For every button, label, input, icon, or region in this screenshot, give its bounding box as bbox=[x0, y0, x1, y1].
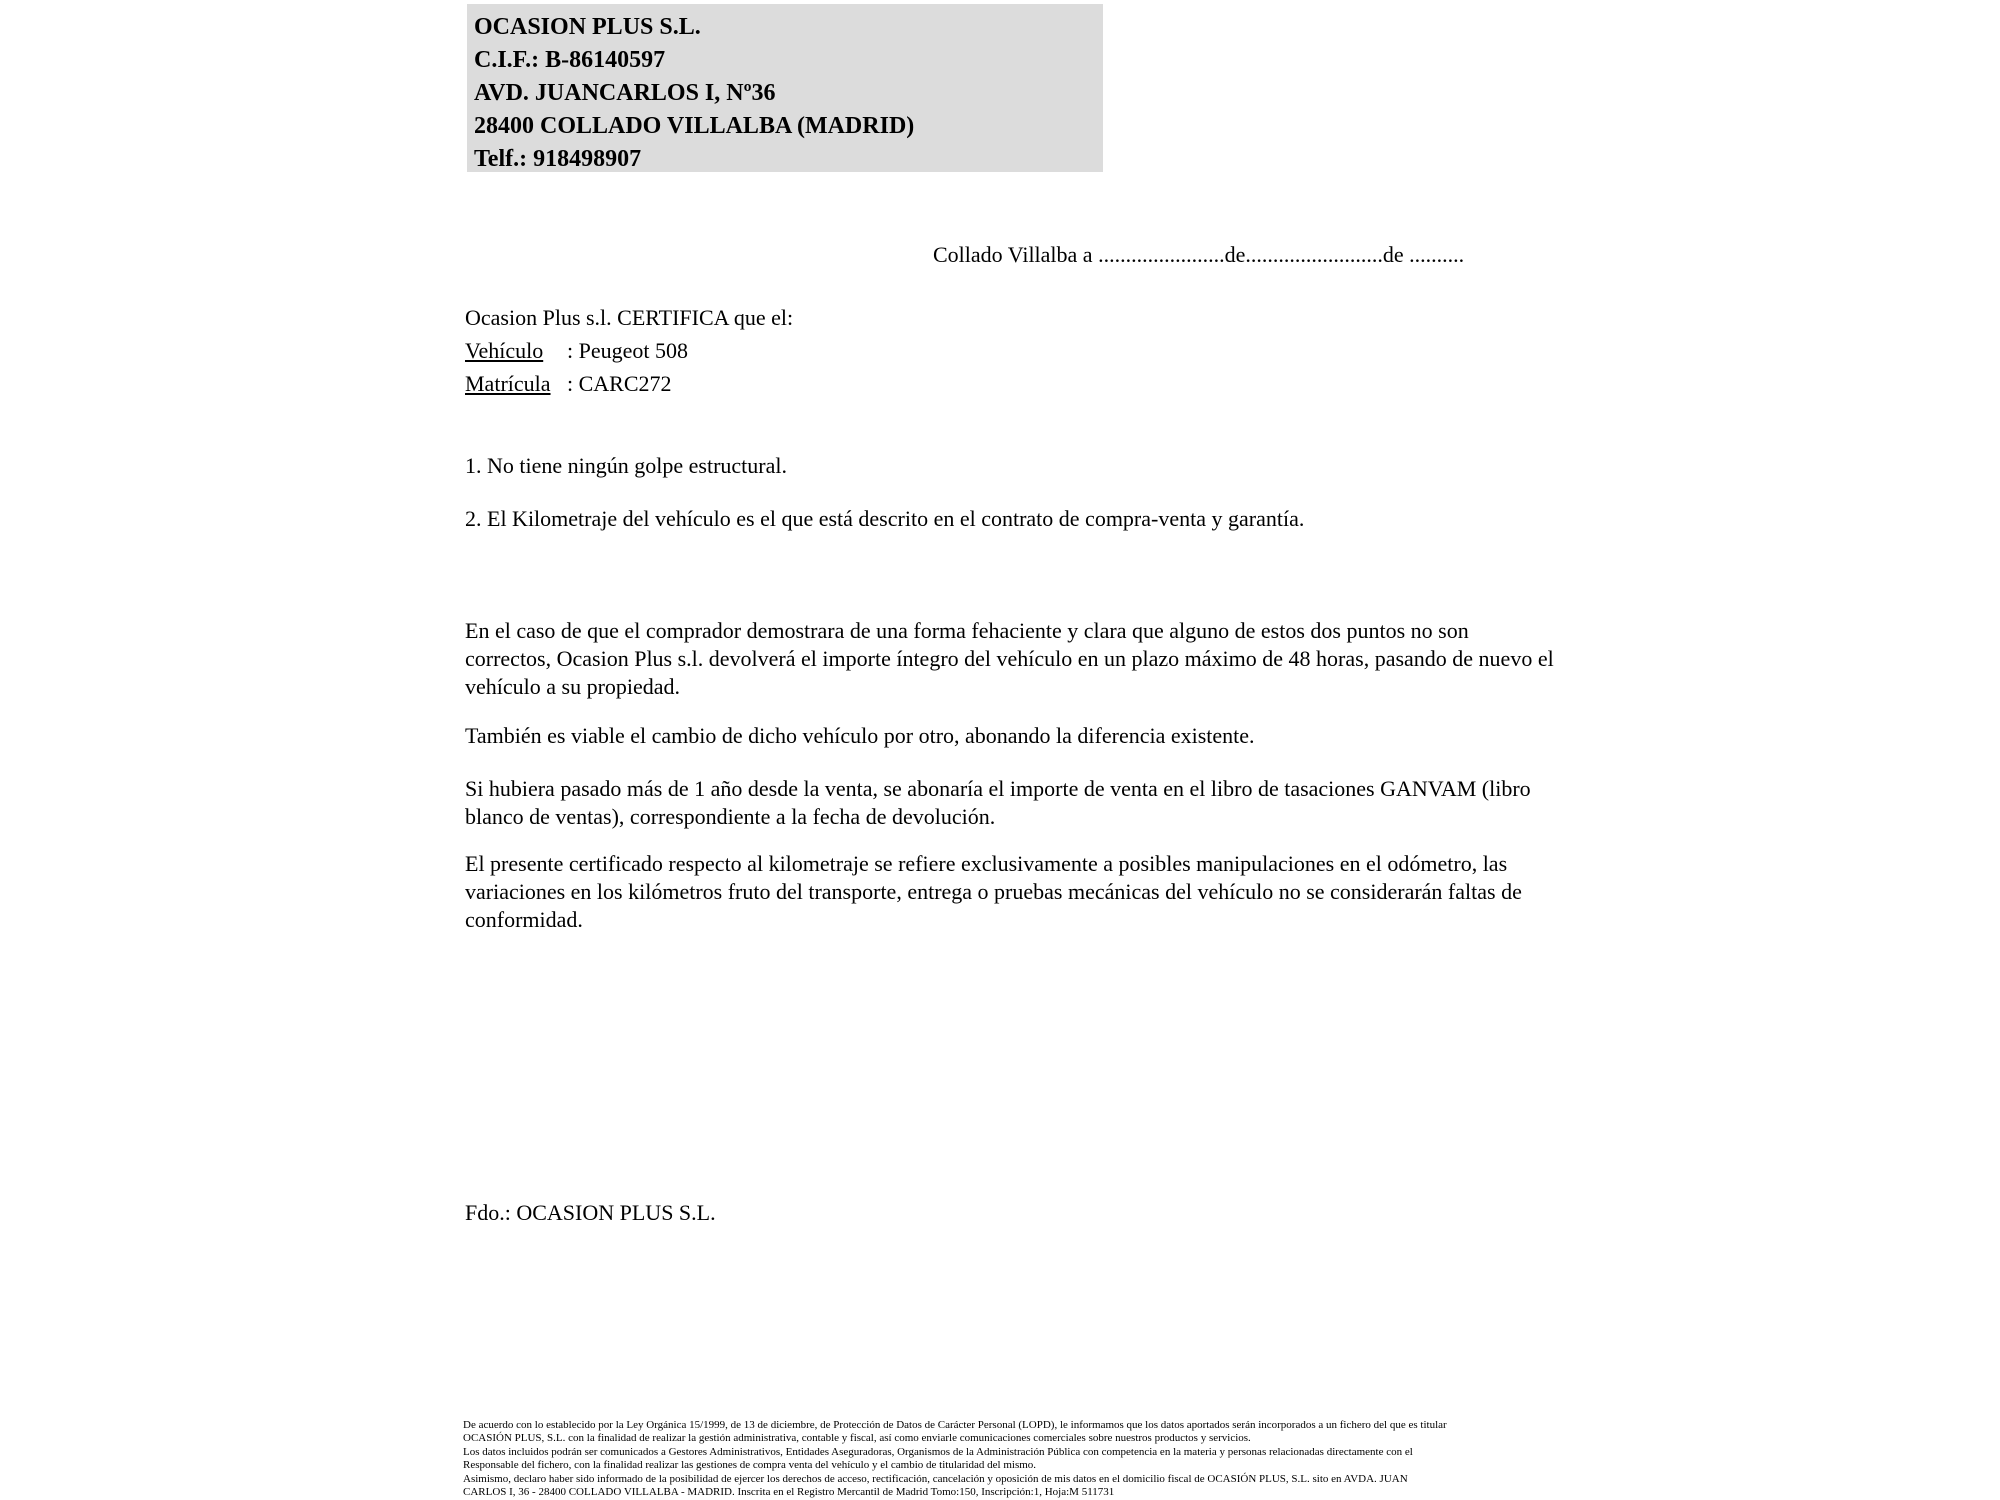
company-header-block bbox=[467, 4, 1103, 172]
vehicle-value: : Peugeot 508 bbox=[567, 338, 688, 363]
legal-footer bbox=[463, 1419, 1963, 1499]
paragraph-ganvam-valuation: Si hubiera pasado más de 1 año desde la venta, se abonaría el importe de venta en el libro de tasaciones GANVAM (libro blanco de ventas), correspondiente a la fecha de devolución. bbox=[465, 776, 1531, 829]
plate-label: Matrícula bbox=[465, 371, 551, 396]
paragraph-refund-policy: En el caso de que el comprador demostrara de una forma fehaciente y clara que alguno de estos dos puntos no son correctos, Ocasion Plus s.l. devolverá el importe íntegro del vehículo en un plazo máximo de 48 horas, pasando de nuevo el vehículo a su propiedad. bbox=[465, 618, 1554, 699]
certification-block bbox=[465, 301, 793, 400]
date-blank-line: Collado Villalba a .......................de.........................de .......... bbox=[933, 242, 1465, 267]
legal-line: CARLOS I, 36 - 28400 COLLADO VILLALBA - MADRID. Inscrita en el Registro Mercantil de Madrid Tomo:150, Inscripción:1, Hoja:M 511731 bbox=[463, 1486, 1115, 1499]
company-phone: Telf.: 918498907 bbox=[474, 146, 642, 172]
legal-line: Asimismo, declaro haber sido informado de la posibilidad de ejercer los derechos de acceso, rectificación, cancelación y oposición de mis datos en el domicilio fiscal de OCASIÓN PLUS, S.L. sito en AVDA. JUAN bbox=[463, 1472, 1408, 1485]
point-1-structural: 1. No tiene ningún golpe estructural. bbox=[465, 453, 787, 478]
certification-intro: Ocasion Plus s.l. CERTIFICA que el: bbox=[465, 305, 794, 330]
plate-field bbox=[465, 367, 793, 400]
vehicle-label: Vehículo bbox=[465, 338, 544, 363]
company-name: OCASION PLUS S.L. bbox=[474, 14, 701, 40]
legal-line: Los datos incluidos podrán ser comunicados a Gestores Administrativos, Entidades Aseguradoras, Organismos de la Administración Pública con competencia en la materia y personas relacionadas directamente con el bbox=[463, 1445, 1413, 1458]
company-city: 28400 COLLADO VILLALBA (MADRID) bbox=[474, 113, 915, 139]
legal-line: OCASIÓN PLUS, S.L. con la finalidad de realizar la gestión administrativa, contable y fiscal, así como enviarle comunicaciones comerciales sobre nuestros productos y servicios. bbox=[463, 1432, 1251, 1445]
signature-line: Fdo.: OCASION PLUS S.L. bbox=[465, 1200, 716, 1225]
plate-value: : CARC272 bbox=[567, 371, 672, 396]
company-address: AVD. JUANCARLOS I, Nº36 bbox=[474, 80, 776, 106]
paragraph-vehicle-exchange: También es viable el cambio de dicho vehículo por otro, abonando la diferencia existente. bbox=[465, 723, 1255, 748]
point-2-mileage: 2. El Kilometraje del vehículo es el que está descrito en el contrato de compra-venta y garantía. bbox=[465, 506, 1305, 531]
paragraph-odometer-disclaimer: El presente certificado respecto al kilometraje se refiere exclusivamente a posibles manipulaciones en el odómetro, las variaciones en los kilómetros fruto del transporte, entrega o pruebas mecánicas del vehículo no se considerarán faltas de conformidad. bbox=[465, 851, 1522, 932]
company-cif: C.I.F.: B-86140597 bbox=[474, 47, 666, 73]
legal-line: Responsable del fichero, con la finalidad realizar las gestiones de compra venta del vehículo y el cambio de titularidad del mismo. bbox=[463, 1459, 1037, 1472]
vehicle-field bbox=[465, 334, 793, 367]
legal-line: De acuerdo con lo establecido por la Ley Orgánica 15/1999, de 13 de diciembre, de Protección de Datos de Carácter Personal (LOPD), le informamos que los datos aportados serán incorporados a un fichero del que es titular bbox=[463, 1419, 1447, 1431]
